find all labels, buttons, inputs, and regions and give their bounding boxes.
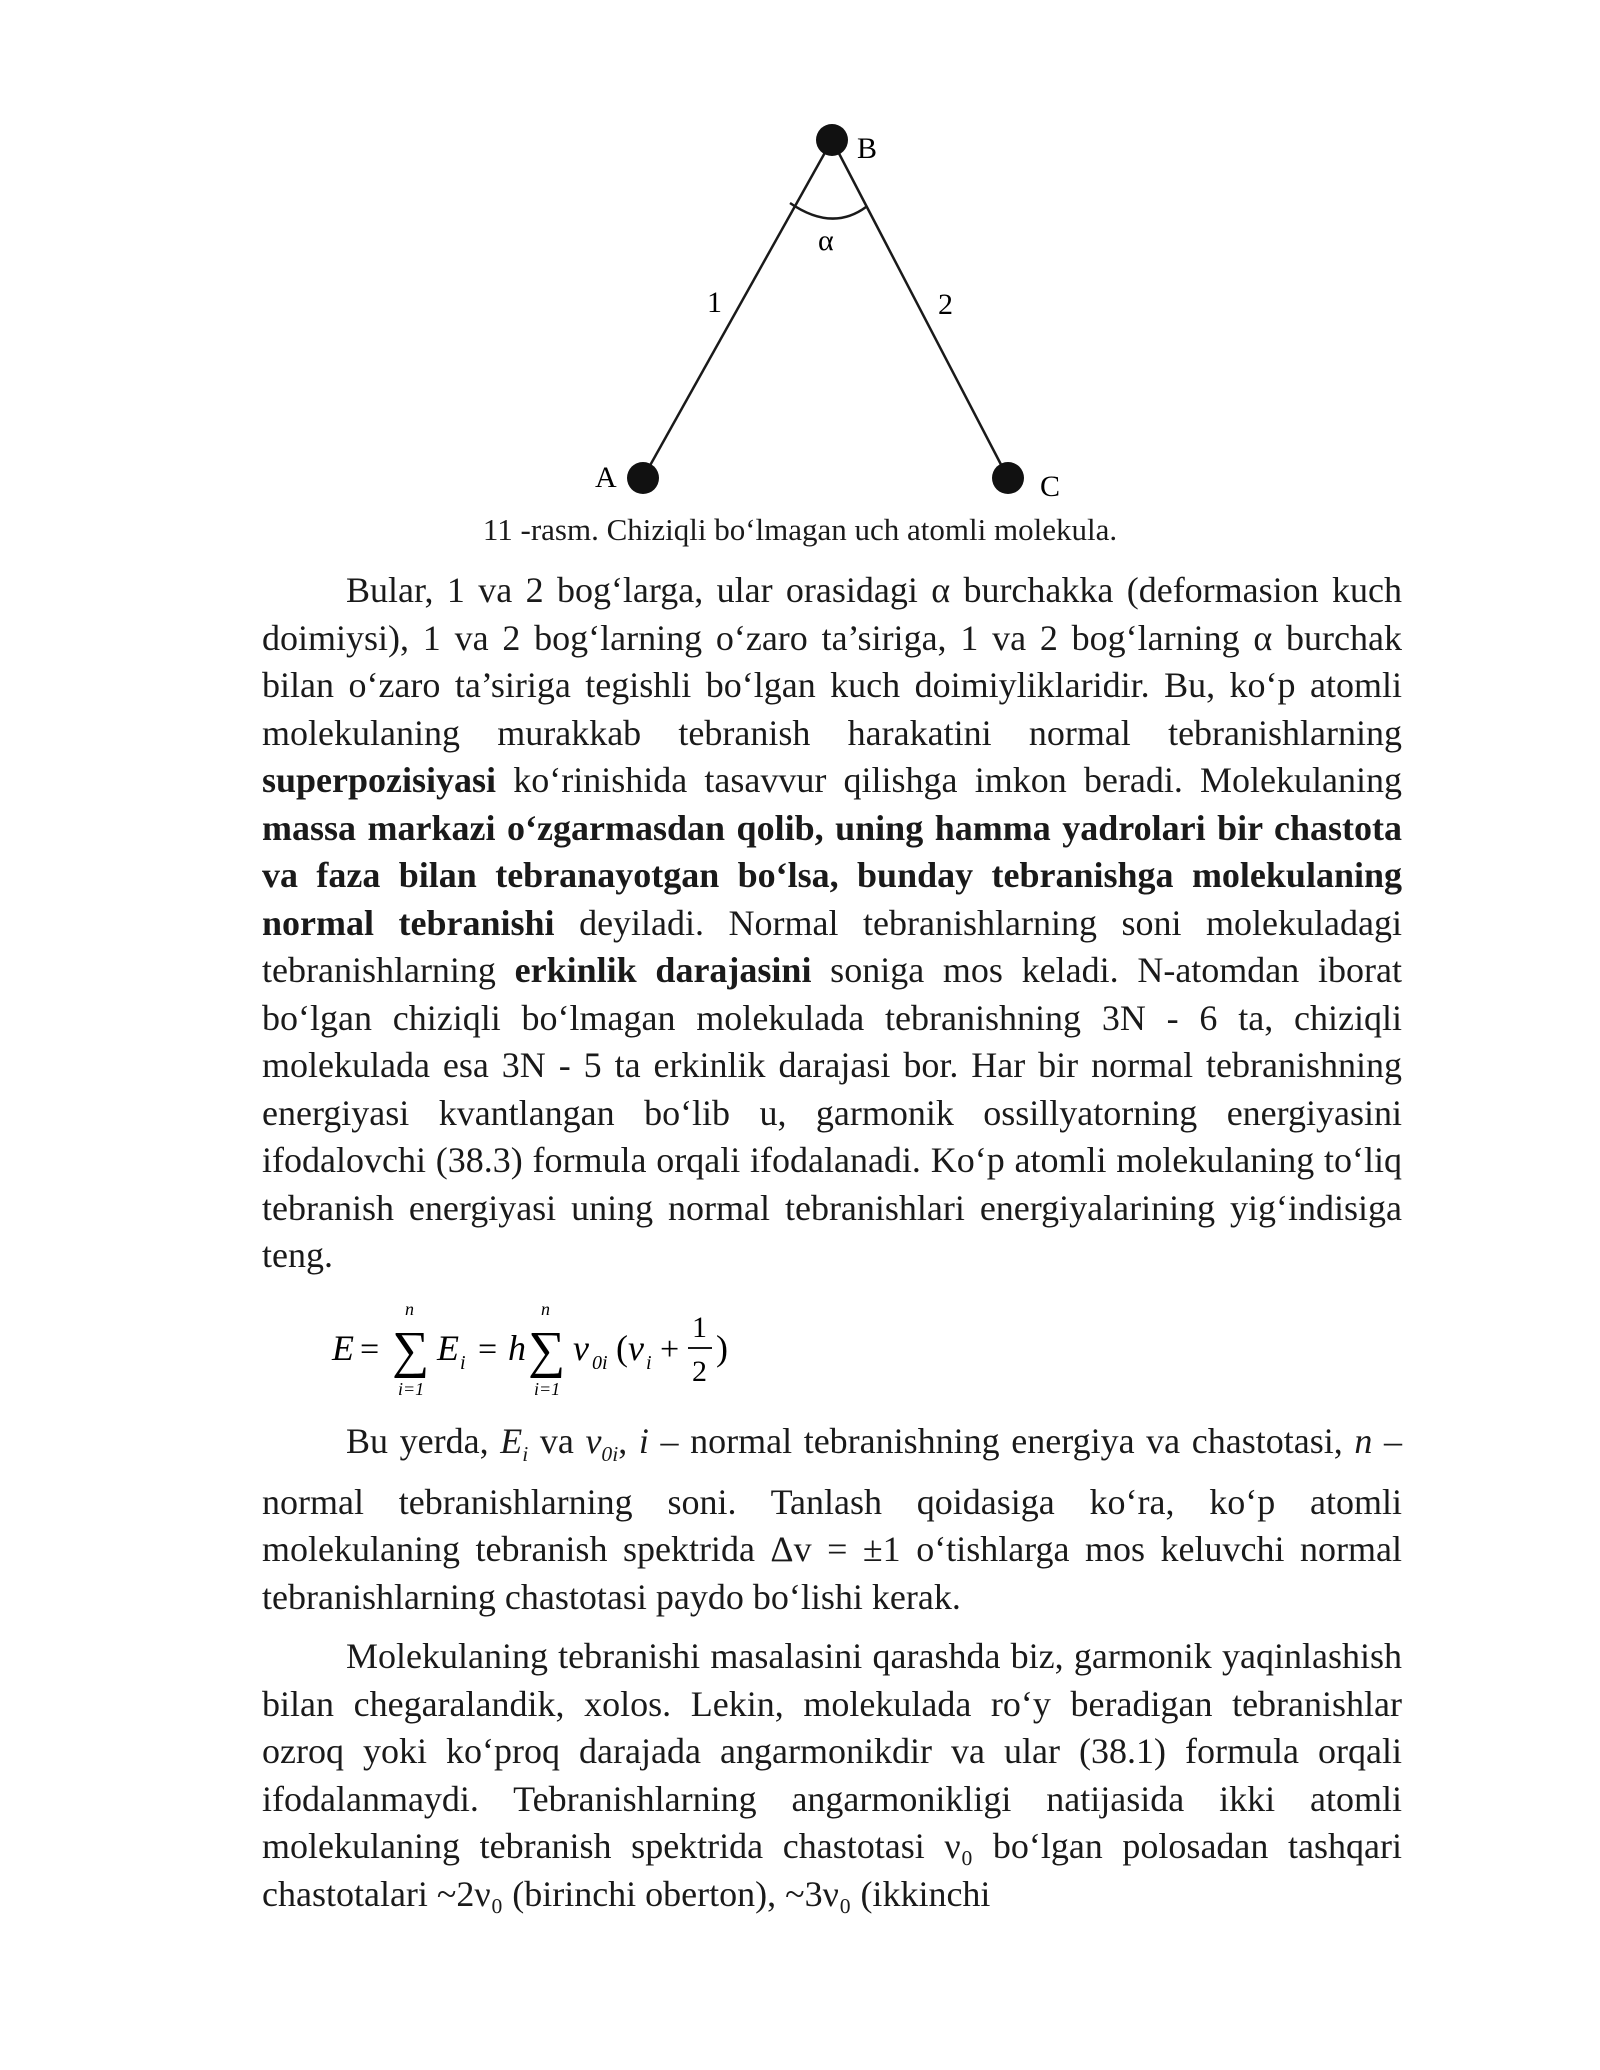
formula-plus: + xyxy=(660,1331,680,1368)
label-b: B xyxy=(857,132,878,165)
bond-1-line xyxy=(643,140,832,478)
p2-text-4: – normal tebranishning energiya va chastotasi, xyxy=(648,1421,1355,1461)
sum-symbol-1: ∑ xyxy=(392,1322,430,1379)
p3-text: Molekulaning tebranishi masalasini qarashda biz, garmonik yaqinlashish bilan chegaralandik, xolos. Lekin, molekulada ro‘y beradigan tebranishlar ozroq yoki ko‘proq darajada angarmonikdir va ular (38.1) formula orqali ifodalanmaydi. Tebranishlarning angarmonikligi natijasida ikki atomli molekulaning tebranish spektrida chastotasi ν₀ bo‘lgan polosadan tashqari chastotalari ~2ν₀ (birinchi oberton), ~3ν₀ (ikkinchi xyxy=(262,1636,1402,1914)
p2-n: n xyxy=(1354,1421,1373,1461)
p2-nu: ν xyxy=(585,1421,602,1461)
label-c: C xyxy=(1040,470,1061,503)
formula-vi: v xyxy=(628,1328,644,1368)
formula-nu: ν xyxy=(573,1328,589,1368)
bond-2-line xyxy=(832,140,1008,478)
angle-arc xyxy=(790,203,866,219)
formula-one: 1 xyxy=(692,1311,707,1344)
formula-vi-sub: i xyxy=(646,1352,652,1374)
label-angle: α xyxy=(818,224,834,257)
p2-text-3: , xyxy=(618,1421,639,1461)
sum-1-bottom: i=1 xyxy=(398,1379,425,1399)
sum-symbol-2: ∑ xyxy=(528,1322,566,1379)
molecule-figure xyxy=(0,0,1600,560)
formula-two: 2 xyxy=(692,1355,707,1388)
sum-1-top: n xyxy=(405,1299,414,1319)
formula-eq-2: = xyxy=(478,1331,498,1368)
paragraph-2 xyxy=(262,1418,1402,1621)
formula-h: h xyxy=(508,1328,526,1368)
atom-a xyxy=(627,462,659,494)
atom-b xyxy=(816,124,848,156)
p1-text-1: Bular, 1 va 2 bog‘larga, ular orasidagi α burchakka (deformasion kuch doimiysi), 1 va 2 bog‘larning o‘zaro ta’siriga, 1 va 2 bog‘larning α burchak bilan o‘zaro ta’siriga tegishli bo‘lgan kuch doimiyliklaridir. Bu, ko‘p atomli molekulaning murakkab tebranish harakatini normal tebranishlarning xyxy=(262,570,1402,753)
sum-2-bottom: i=1 xyxy=(534,1379,561,1399)
sum-2-top: n xyxy=(541,1299,550,1319)
p2-text-5: – normal tebranishlarning soni. Tanlash qoidasiga ko‘ra, ko‘p atomli molekulaning tebranish spektrida Δv = ±1 o‘tishlarga mos keluvchi normal tebranishlarning chastotasi paydo bo‘lishi kerak. xyxy=(262,1421,1402,1617)
p1-text-2: ko‘rinishida tasavvur qilishga imkon beradi. Molekulaning xyxy=(496,760,1402,800)
paragraph-1 xyxy=(262,567,1402,1280)
paragraph-3 xyxy=(262,1633,1402,1918)
formula-rparen: ) xyxy=(716,1328,728,1368)
formula-lparen: ( xyxy=(616,1328,628,1368)
energy-formula xyxy=(330,1295,750,1405)
p1-text-3: deyiladi. Normal tebranishlarning soni molekuladagi tebranishlarning xyxy=(262,902,1402,990)
p1-bold-2: massa markazi o‘zgarmasdan qolib, uning hamma yadrolari bir chastota va faza bilan tebranayotgan bo‘lsa, bunday tebranishga molekulaning normal tebranishi xyxy=(262,807,1402,943)
p1-bold-3: erkinlik darajasini xyxy=(514,950,812,990)
formula-nu-sub: 0i xyxy=(592,1352,608,1374)
label-a: A xyxy=(595,461,617,494)
p1-bold-1: superpozisiyasi xyxy=(262,760,497,800)
p2-i: i xyxy=(638,1421,649,1461)
atom-c xyxy=(992,462,1024,494)
label-bond-1: 1 xyxy=(707,286,722,319)
formula-eq-1: = xyxy=(360,1331,380,1368)
p2-nu-sub: 0i xyxy=(601,1442,619,1467)
p2-Ei-sub: i xyxy=(522,1442,529,1467)
p2-Ei: E xyxy=(500,1421,523,1461)
p2-text-2: va xyxy=(528,1421,586,1461)
formula-Ei-sub: i xyxy=(460,1352,466,1374)
formula-Ei: E xyxy=(437,1328,459,1368)
p2-text-1: Bu yerda, xyxy=(346,1421,501,1461)
p1-text-4: soniga mos keladi. N-atomdan iborat bo‘lgan chiziqli bo‘lmagan molekulada tebranishning 3N - 6 ta, chiziqli molekulada esa 3N - 5 ta erkinlik darajasi bor. Har bir normal tebranishning energiyasi kvantlangan bo‘lib u, garmonik ossillyatorning energiyasini ifodalovchi (38.3) formula orqali ifodalanadi. Ko‘p atomli molekulaning to‘liq tebranish energiyasi uning normal tebranishlari energiyalarining yig‘indisiga teng. xyxy=(262,950,1402,1275)
formula-E: E xyxy=(332,1328,354,1368)
label-bond-2: 2 xyxy=(938,288,953,321)
figure-caption: 11 -rasm. Chiziqli bo‘lmagan uch atomli molekula. xyxy=(482,512,1118,547)
